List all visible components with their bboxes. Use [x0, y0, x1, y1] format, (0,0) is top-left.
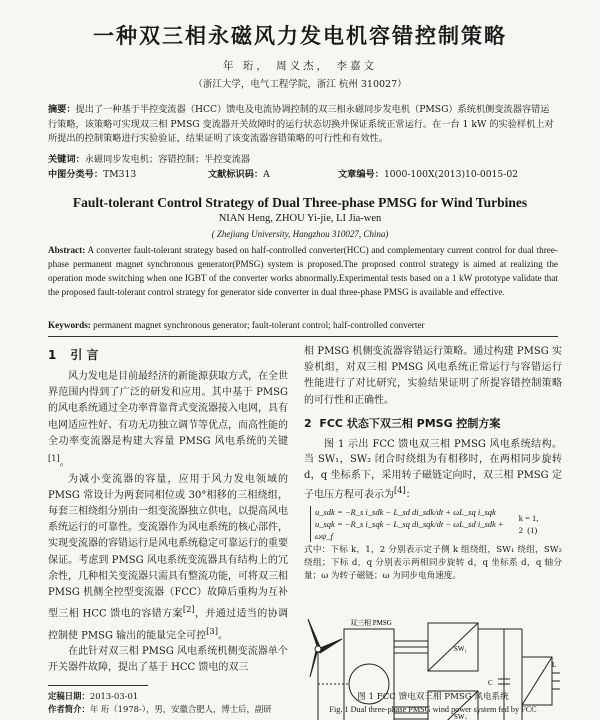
citation: [2] — [182, 604, 195, 615]
section-2-paragraph: 图 1 示出 FCC 馈电双三相 PMSG 风电系统结构。当 SW₁，SW₂ 闭合时绕组为有相移时，在两相同步旋转 d，q 坐标系下，采用转子磁链定向时，双三相 PMSG 定子电压方程可表示为[4]： — [304, 438, 562, 501]
keywords-cn-label: 关键词： — [48, 154, 85, 165]
abstract-en — [48, 243, 558, 299]
keywords-en-text: permanent magnet synchronous generator; fault-tolerant control; half-controlled converter — [93, 320, 425, 330]
figure-1-caption-en: Fig. 1 Dual three-phase PMSG wind power system fed by FCC — [329, 705, 537, 714]
inductor-label: L — [552, 661, 557, 670]
affiliation-en: ( Zhejiang University, Hangzhou 310027, China) — [211, 229, 389, 239]
clc-number: 中图分类号：TM313 — [48, 169, 137, 180]
section-2-title: FCC 状态下双三相 PMSG 控制方案 — [319, 416, 501, 430]
abstract-cn-text: 提出了一种基于半控变流器（HCC）馈电及电流协调控制的双三相永磁同步发电机（PMSG）系统机侧变流器容错运行策略，该策略可实现双三相 PMSG 变流器开关故障时的运行状态切换并保证系统正常运行。在一台 1 kW 的实验样机上对所提出的控制策略进行实验验证，结果证明了该变流器容错策略的可行性和有效性。 — [48, 104, 554, 144]
article-number: 文章编号：1000-100X(2013)10-0015-02 — [338, 169, 519, 180]
footnote — [48, 690, 288, 716]
section-1-heading — [48, 346, 288, 363]
authors-en: NIAN Heng, ZHOU Yi-jie, LI Jia-wen — [218, 213, 382, 224]
section-2-number: 2 — [304, 416, 312, 430]
footnote-divider — [48, 685, 148, 686]
citation: [4] — [394, 485, 406, 496]
capacitor-label: C — [488, 679, 493, 688]
sw1-label: SW₁ — [454, 645, 467, 654]
abstract-cn-label: 摘要： — [48, 104, 76, 115]
equation-1 — [310, 506, 562, 542]
keywords-en — [48, 320, 558, 330]
article-meta — [48, 166, 558, 180]
keywords-en-label: Keywords: — [48, 320, 91, 330]
affiliation-cn: （浙江大学，电气工程学院，浙江 杭州 310027） — [193, 79, 407, 90]
abstract-en-text: A converter fault-tolerant strategy based on half-controlled converter(HCC) and complementary current control for dual three-phase permanent magnet synchronous generator(PMSG) system is proposed.The proposed control strategy is aimed at realizing the operation mode switching when one IGBT of the converter works abnormally.Experimental tests based on a 1 kW prototype validate that the proposed fault-tolerant control strategy for generator side converter in dual three-phase PMSG is available and effective. — [48, 245, 558, 297]
paper-title-en: Fault-tolerant Control Strategy of Dual Three-phase PMSG for Wind Turbines — [72, 195, 528, 210]
equation-line-2: u_sqk = −R_s i_sqk − L_sq di_sqk/dt − ωL_sd i_sdk + ωψ_f — [315, 519, 504, 542]
abstract-en-label: Abstract: — [48, 245, 86, 255]
equation-line-1: u_sdk = −R_s i_sdk − L_sd di_sdk/dt + ωL_sq i_sqk — [315, 507, 496, 518]
authors-cn: 年 珩， 周义杰， 李嘉文 — [222, 60, 377, 72]
paper-title-cn: 一种双三相永磁风力发电机容错控制策略 — [93, 24, 507, 48]
equation-explanation: 式中：下标 k，1，2 分别表示定子侧 k 组绕组，SW₁ 绕组，SW₂ 绕组；下标 d，q 分别表示两相同步旋转 d，q 坐标系 d，q 轴分量；ω 为转子磁链；ω 为同步电角速度。 — [304, 545, 562, 582]
right-column — [304, 344, 562, 720]
author-bio: 作者简介：年 珩（1978-），男，安徽合肥人，博士后，副研 — [48, 704, 272, 714]
section-2-heading — [304, 415, 562, 431]
intro-paragraph-1: 风力发电是目前最经济的新能源获取方式，在全世界范围内得到了广泛的研发和应用。其中基于 PMSG 的风电系统通过全功率背靠背式变流器接入电网，具有电网适应性好、有功无功独立调节等优点，而高性能的全功率变流器是构建大容量 PMSG 风电系统的关键[1]。 — [48, 371, 288, 469]
received-date: 定稿日期：2013-03-01 — [48, 691, 139, 701]
keywords-cn — [48, 151, 558, 165]
equation-condition: k = 1, 2 (1) — [518, 513, 539, 536]
equation-body — [315, 506, 519, 542]
abstract-cn — [48, 103, 558, 147]
citation: [3] — [206, 625, 218, 636]
winding-1-lines — [394, 641, 428, 653]
figure-1-caption-cn: 图 1 FCC 馈电双三相 PMSG 风电系统 — [357, 692, 509, 702]
equation-number: (1) — [527, 525, 538, 536]
keywords-cn-text: 永磁同步发电机；容错控制；半控变流器 — [84, 154, 251, 165]
citation: [1] — [48, 453, 60, 464]
intro-paragraph-2: 为减小变流器的容量，应用于风力发电领域的 PMSG 常设计为两套同相位或 30°相移的三相绕组，每套三相绕组分别由一组变流器独立供电，以提高风电系统运行的可靠性。变流器作为风电系统的核心部件，实现变流器的容错运行是风电系统稳定可靠运行的重要保证。考虑到 PMSG 风电系统变流器具有结构上的冗余性，几种相关变流器只需具有整流功能，可将双三相 PMSG 机侧全控型变流器（FCC）故障后重构为互补型三相 HCC 馈电的容错方案[2]，并通过适当的协调控制使 PMSG 输出的能量完全可控[3]。 — [48, 473, 289, 642]
intro-paragraph-continued: 相 PMSG 机侧变流器容错运行策略。通过构建 PMSG 实验机组，对双三相 PMSG 风电系统正常运行与容错运行性能进行了对比研究，实验结果证明了所提容错控制策略的可行性和正确性。 — [304, 346, 562, 406]
section-1-number: 1 — [48, 348, 57, 362]
left-column — [48, 344, 288, 677]
section-divider — [48, 336, 558, 337]
pmsg-label: 双三相 PMSG — [350, 619, 392, 628]
section-1-title: 引 言 — [70, 348, 99, 362]
intro-paragraph-3: 在此针对双三相 PMSG 风电系统机侧变流器单个开关器件故障，提出了基于 HCC 馈电的双三 — [48, 646, 288, 674]
sw2-label: SW₂ — [454, 713, 467, 720]
document-code: 文献标识码：A — [208, 169, 270, 180]
